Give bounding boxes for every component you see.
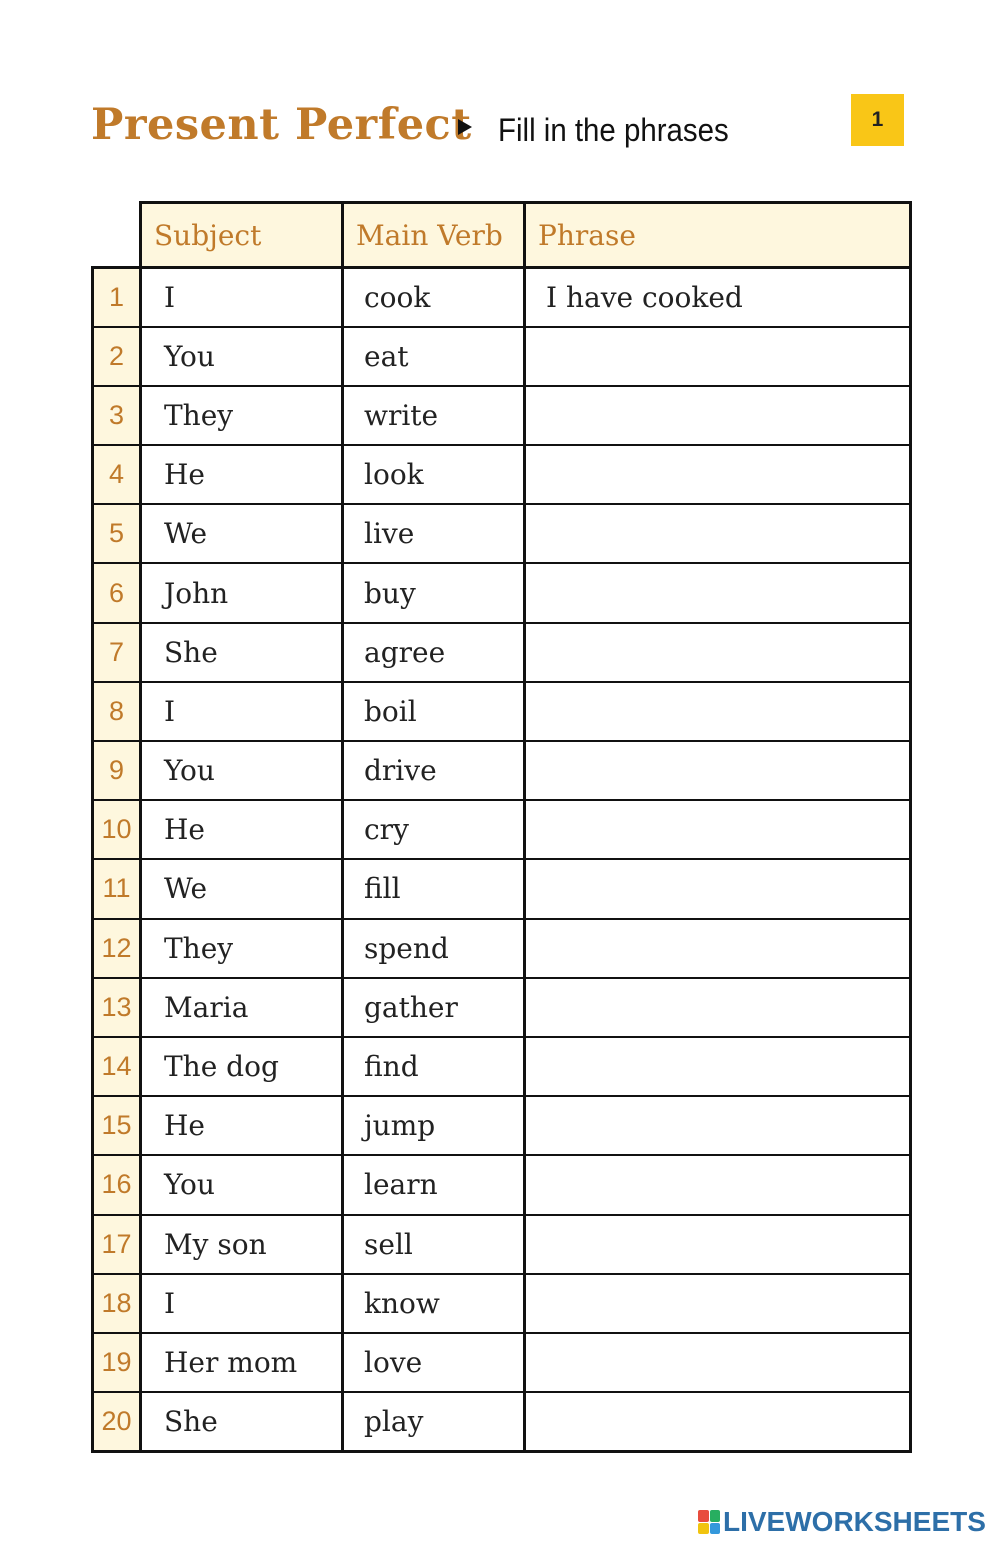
- row-number: 1: [93, 268, 141, 327]
- row-number: 4: [93, 445, 141, 504]
- page-number-badge: 1: [851, 94, 904, 146]
- worksheet-title: Present Perfect: [91, 100, 472, 150]
- table-row: [93, 268, 911, 327]
- subject-cell: You: [141, 327, 343, 386]
- main-verb-cell: cook: [343, 268, 525, 327]
- triangle-right-icon: [458, 119, 472, 135]
- subject-cell: He: [141, 445, 343, 504]
- subject-cell: They: [141, 386, 343, 445]
- table-row: [93, 1333, 911, 1392]
- subject-cell: We: [141, 859, 343, 918]
- present-perfect-table: [91, 201, 912, 1453]
- main-verb-cell: boil: [343, 682, 525, 741]
- table-body: [93, 268, 911, 1452]
- row-number: 14: [93, 1037, 141, 1096]
- subject-cell: You: [141, 1155, 343, 1214]
- row-number: 2: [93, 327, 141, 386]
- column-header-subject: Subject: [141, 203, 343, 268]
- logo-square-red: [698, 1510, 709, 1522]
- subject-cell: My son: [141, 1215, 343, 1274]
- main-verb-cell: drive: [343, 741, 525, 800]
- phrase-answer-cell[interactable]: [525, 327, 911, 386]
- row-number: 3: [93, 386, 141, 445]
- phrase-answer-cell[interactable]: [525, 445, 911, 504]
- main-verb-cell: look: [343, 445, 525, 504]
- row-number: 8: [93, 682, 141, 741]
- logo-square-green: [710, 1510, 721, 1522]
- table-row: [93, 327, 911, 386]
- table-row: [93, 445, 911, 504]
- table-row: [93, 978, 911, 1037]
- liveworksheets-logo: [698, 1506, 986, 1538]
- row-number: 9: [93, 741, 141, 800]
- phrase-answer-cell[interactable]: [525, 741, 911, 800]
- table-row: [93, 1096, 911, 1155]
- table-row: [93, 504, 911, 563]
- main-verb-cell: write: [343, 386, 525, 445]
- row-number: 18: [93, 1274, 141, 1333]
- subject-cell: He: [141, 800, 343, 859]
- phrase-answer-cell[interactable]: [525, 623, 911, 682]
- row-number: 15: [93, 1096, 141, 1155]
- subject-cell: She: [141, 623, 343, 682]
- main-verb-cell: learn: [343, 1155, 525, 1214]
- subject-cell: I: [141, 682, 343, 741]
- phrase-answer-cell[interactable]: [525, 1096, 911, 1155]
- subject-cell: She: [141, 1392, 343, 1451]
- phrase-answer-cell[interactable]: [525, 1333, 911, 1392]
- table-row: [93, 1215, 911, 1274]
- table-row: [93, 859, 911, 918]
- subject-cell: I: [141, 268, 343, 327]
- row-number: 19: [93, 1333, 141, 1392]
- logo-text: LIVEWORKSHEETS: [723, 1506, 986, 1537]
- phrase-answer-cell[interactable]: [525, 504, 911, 563]
- table-row: [93, 623, 911, 682]
- phrase-answer-cell[interactable]: [525, 386, 911, 445]
- table-row: [93, 1155, 911, 1214]
- subject-cell: We: [141, 504, 343, 563]
- subject-cell: Maria: [141, 978, 343, 1037]
- table-header-row: [93, 203, 911, 268]
- row-number: 7: [93, 623, 141, 682]
- main-verb-cell: spend: [343, 919, 525, 978]
- subject-cell: They: [141, 919, 343, 978]
- row-number: 16: [93, 1155, 141, 1214]
- table-row: [93, 563, 911, 622]
- main-verb-cell: gather: [343, 978, 525, 1037]
- row-number: 11: [93, 859, 141, 918]
- phrase-answer-cell[interactable]: [525, 919, 911, 978]
- phrase-answer-cell[interactable]: [525, 682, 911, 741]
- row-number: 5: [93, 504, 141, 563]
- table-row: [93, 1037, 911, 1096]
- phrase-answer-cell[interactable]: [525, 859, 911, 918]
- row-number: 10: [93, 800, 141, 859]
- main-verb-cell: find: [343, 1037, 525, 1096]
- table-row: [93, 800, 911, 859]
- main-verb-cell: love: [343, 1333, 525, 1392]
- phrase-answer-cell[interactable]: [525, 978, 911, 1037]
- phrase-answer-cell[interactable]: [525, 1392, 911, 1451]
- row-number: 6: [93, 563, 141, 622]
- logo-square-blue: [710, 1523, 721, 1535]
- main-verb-cell: live: [343, 504, 525, 563]
- subject-cell: He: [141, 1096, 343, 1155]
- logo-square-yellow: [698, 1523, 709, 1535]
- table-row: [93, 741, 911, 800]
- subject-cell: Her mom: [141, 1333, 343, 1392]
- main-verb-cell: know: [343, 1274, 525, 1333]
- column-header-main-verb: Main Verb: [343, 203, 525, 268]
- worksheet-instructions: Fill in the phrases: [498, 112, 729, 148]
- liveworksheets-logo-icon: [698, 1510, 720, 1534]
- main-verb-cell: fill: [343, 859, 525, 918]
- main-verb-cell: agree: [343, 623, 525, 682]
- row-number: 12: [93, 919, 141, 978]
- main-verb-cell: buy: [343, 563, 525, 622]
- subject-cell: You: [141, 741, 343, 800]
- subject-cell: The dog: [141, 1037, 343, 1096]
- row-number: 17: [93, 1215, 141, 1274]
- main-verb-cell: eat: [343, 327, 525, 386]
- main-verb-cell: jump: [343, 1096, 525, 1155]
- phrase-answer-cell[interactable]: [525, 1215, 911, 1274]
- phrase-answer-cell[interactable]: [525, 1037, 911, 1096]
- main-verb-cell: cry: [343, 800, 525, 859]
- subject-cell: I: [141, 1274, 343, 1333]
- table-row: [93, 1392, 911, 1451]
- row-number: 20: [93, 1392, 141, 1451]
- table-row: [93, 682, 911, 741]
- subject-cell: John: [141, 563, 343, 622]
- table-row: [93, 919, 911, 978]
- phrase-answer-cell[interactable]: I have cooked: [525, 268, 911, 327]
- header-corner-cell: [93, 203, 141, 268]
- row-number: 13: [93, 978, 141, 1037]
- phrase-answer-cell[interactable]: [525, 563, 911, 622]
- phrase-answer-cell[interactable]: [525, 1155, 911, 1214]
- table-row: [93, 1274, 911, 1333]
- column-header-phrase: Phrase: [525, 203, 911, 268]
- phrase-answer-cell[interactable]: [525, 1274, 911, 1333]
- phrase-answer-cell[interactable]: [525, 800, 911, 859]
- main-verb-cell: sell: [343, 1215, 525, 1274]
- main-verb-cell: play: [343, 1392, 525, 1451]
- table-row: [93, 386, 911, 445]
